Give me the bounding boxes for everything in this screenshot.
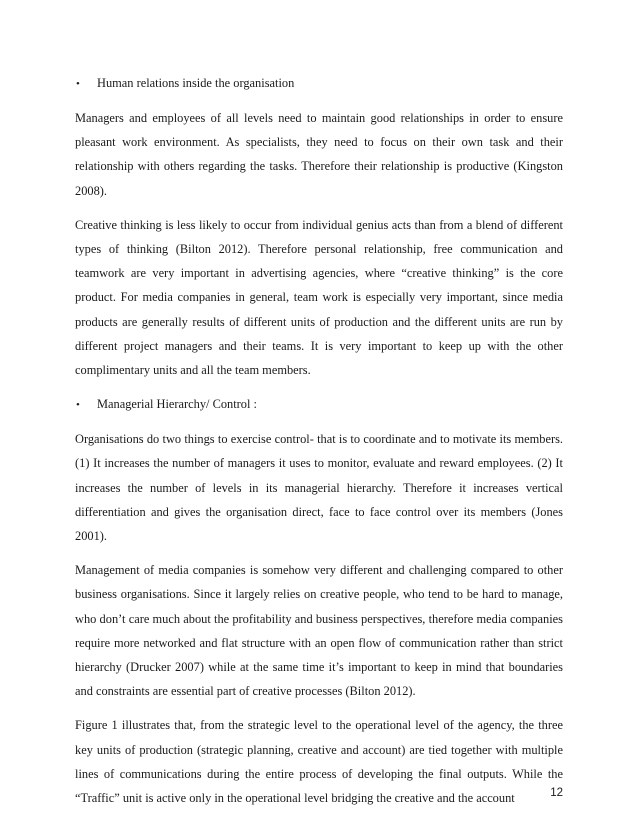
- bullet-icon: •: [76, 78, 80, 90]
- bullet-text: Managerial Hierarchy/ Control :: [97, 397, 257, 412]
- bullet-icon: •: [76, 399, 80, 412]
- page-body: [75, 71, 563, 820]
- paragraph-creative-thinking: Creative thinking is less likely to occur from individual genius acts than from a blend of different types of thinking (Bilton 2012). Therefore personal relationship, free communication and teamwork are very important in advertising agencies, where “creative thinking” is the core product. For media companies in general, team work is especially very important, since media products are generally results of different units of production and the different units are run by different project managers and their teams. It is very important to keep up with the other complimentary units and all the team members.: [75, 217, 563, 378]
- paragraph-control: Organisations do two things to exercise control- that is to coordinate and to motivate its members. (1) It increases the number of managers it uses to monitor, evaluate and reward employees. (2) It increases the number of levels in its managerial hierarchy. Therefore it increases vertical differentiation and gives the organisation direct, face to face control over its members (Jones 2001).: [75, 432, 563, 544]
- bullet-item-human-relations: [75, 71, 563, 96]
- paragraph-figure-reference: Figure 1 illustrates that, from the strategic level to the operational level of the agency, the three key units of production (strategic planning, creative and account) are tied together with multiple lines of communications during the entire process of developing the final outputs. While the “Traffic” unit is active only in the operational level bridging the creative and the account: [75, 718, 563, 806]
- bullet-text: Human relations inside the organisation: [97, 76, 295, 90]
- page-number: 12: [550, 787, 563, 799]
- bullet-item-managerial-hierarchy: [75, 392, 563, 417]
- paragraph-relationships: Managers and employees of all levels need to maintain good relationships in order to ensure pleasant work environment. As specialists, they need to focus on their own task and their relationship with others regarding the tasks. Therefore their relationship is productive (Kingston 2008).: [75, 111, 563, 198]
- paragraph-media-management: Management of media companies is somehow very different and challenging compared to other business organisations. Since it largely relies on creative people, who tend to be hard to manage, who don’t care much about the profitability and business perspectives, therefore media companies require more networked and flat structure with an open flow of communication rather than strict hierarchy (Drucker 2007) while at the same time it’s important to keep in mind that boundaries and constraints are essential part of creative processes (Bilton 2012).: [75, 563, 563, 699]
